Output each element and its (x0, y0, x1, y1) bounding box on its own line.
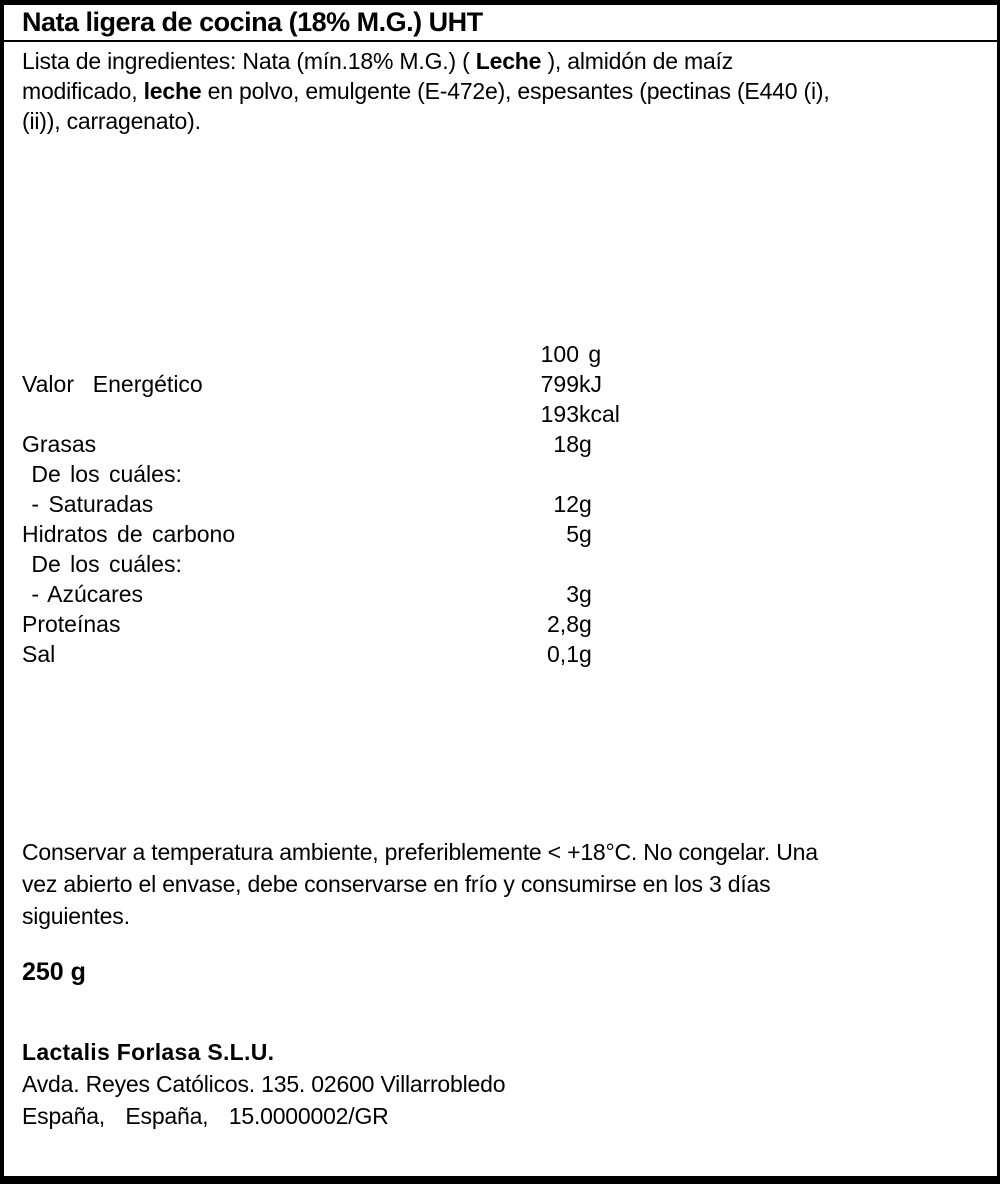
ingredients-text: modificado, (22, 78, 144, 104)
ingredients-line-1 (22, 46, 982, 76)
page-title: Nata ligera de cocina (18% M.G.) UHT (22, 7, 483, 37)
nutrition-row-energy-kcal (22, 399, 682, 429)
nutrient-amount (527, 459, 579, 489)
nutrient-amount: 5 (566, 521, 579, 547)
ingredients-paragraph (22, 46, 982, 136)
nutrition-row-protein (22, 609, 682, 639)
nutrient-label: Sal (22, 641, 56, 667)
storage-line-1: Conservar a temperatura ambiente, preferiblemente < +18°C. No congelar. Una (22, 839, 818, 865)
net-weight: 250 g (22, 958, 86, 986)
nutrient-label: De los cuáles: (22, 551, 182, 577)
storage-line-2: vez abierto el envase, debe conservarse en frío y consumirse en los 3 días (22, 871, 771, 897)
nutrient-amount: 799 (540, 371, 579, 397)
nutrient-unit: kcal (579, 401, 620, 427)
nutrition-row-of-which-1 (22, 459, 682, 489)
storage-instructions (22, 836, 982, 932)
nutrition-header-unit: g (579, 341, 602, 367)
nutrient-amount: 12 (553, 491, 579, 517)
nutrient-unit: g (579, 521, 592, 547)
nutrient-amount: 3 (566, 581, 579, 607)
allergen-leche-bold: leche (143, 78, 202, 104)
manufacturer-address: Avda. Reyes Católicos. 135. 02600 Villarrobledo (22, 1071, 506, 1097)
ingredients-text: ), almidón de maíz (541, 48, 734, 74)
nutrient-unit: g (579, 431, 592, 457)
nutrient-label: De los cuáles: (22, 461, 182, 487)
storage-line-3: siguientes. (22, 903, 130, 929)
ingredients-line-2 (22, 76, 982, 106)
nutrient-unit: g (579, 611, 592, 637)
nutrition-row-energy-kj (22, 369, 682, 399)
nutrient-amount: 18 (553, 431, 579, 457)
nutrition-row-of-which-2 (22, 549, 682, 579)
nutrition-table (22, 339, 682, 669)
nutrient-label: Hidratos de carbono (22, 521, 236, 547)
nutrition-row-sugars (22, 579, 682, 609)
nutrition-header-label (22, 339, 527, 369)
nutrition-row-salt (22, 639, 682, 669)
nutrient-unit: g (579, 581, 592, 607)
manufacturer-block (22, 1036, 982, 1132)
nutrient-unit: g (579, 491, 592, 517)
manufacturer-name: Lactalis Forlasa S.L.U. (22, 1039, 275, 1065)
nutrient-label: - Saturadas (22, 491, 154, 517)
title-divider (4, 40, 997, 42)
nutrient-label: - Azúcares (22, 581, 144, 607)
ingredients-text: Lista de ingredientes: Nata (mín.18% M.G.) ( (22, 48, 476, 74)
nutrition-row-carbohydrate (22, 519, 682, 549)
nutrient-amount (527, 549, 579, 579)
nutrient-unit: g (579, 641, 592, 667)
nutrient-amount: 193 (540, 401, 579, 427)
nutrition-row-saturates (22, 489, 682, 519)
nutrient-label (22, 399, 527, 429)
ingredients-line-3: (ii)), carragenato). (22, 108, 201, 134)
manufacturer-registration: España, España, 15.0000002/GR (22, 1103, 389, 1129)
nutrient-label: Grasas (22, 431, 97, 457)
nutrient-amount: 2,8 (547, 611, 579, 637)
nutrient-label: Proteínas (22, 611, 121, 637)
nutrition-column-header (22, 339, 682, 369)
ingredients-text: en polvo, emulgente (E-472e), espesantes (pectinas (E440 (i), (201, 78, 830, 104)
nutrition-header-amount: 100 (540, 341, 579, 367)
nutrition-row-fat (22, 429, 682, 459)
allergen-leche-bold: Leche (475, 48, 542, 74)
nutrient-label: Valor Energético (22, 371, 203, 397)
nutrient-unit: kJ (579, 371, 602, 397)
nutrient-amount: 0,1 (547, 641, 579, 667)
